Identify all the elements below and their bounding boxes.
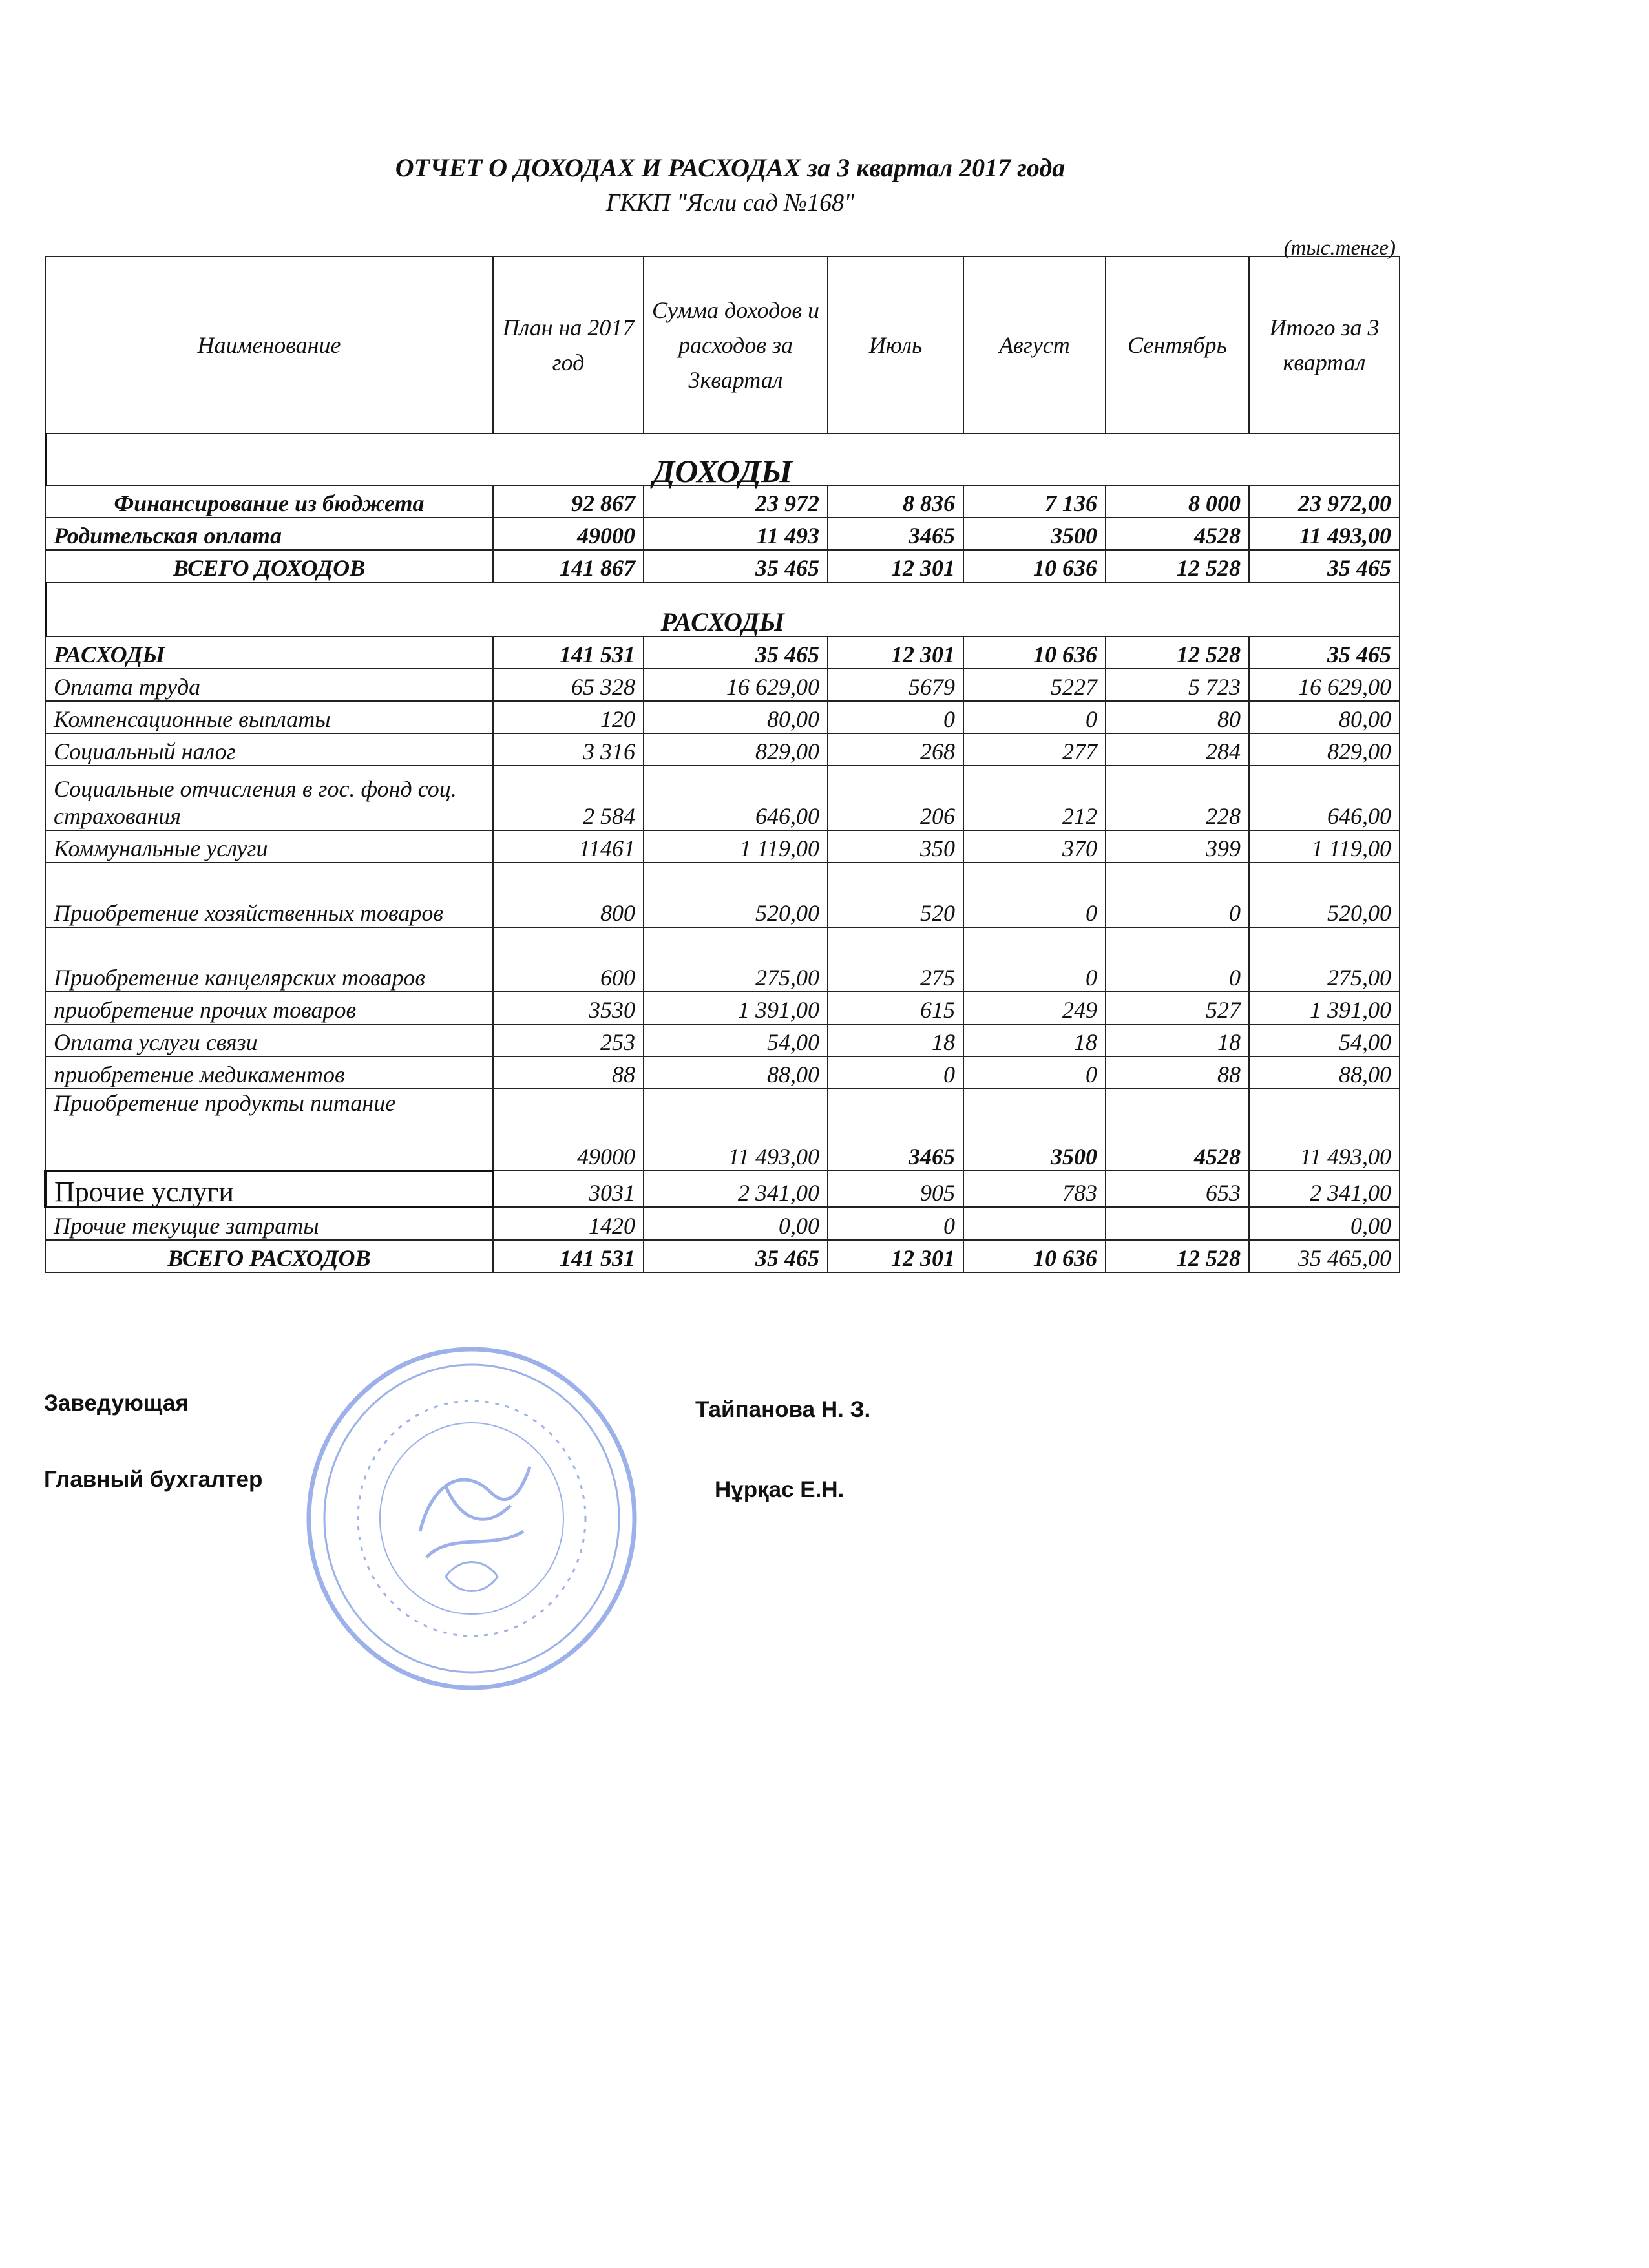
row-name: Приобретение продукты питание bbox=[45, 1089, 493, 1171]
cell-plan: 3530 bbox=[493, 992, 644, 1024]
income-section-title: ДОХОДЫ bbox=[45, 434, 1400, 485]
table-row bbox=[45, 830, 1400, 863]
cell-september: 4528 bbox=[1106, 518, 1249, 550]
cell-july: 905 bbox=[828, 1171, 963, 1207]
cell-august: 249 bbox=[963, 992, 1106, 1024]
header-august: Август bbox=[963, 257, 1106, 434]
table-row bbox=[45, 766, 1400, 830]
cell-august: 10 636 bbox=[963, 1240, 1106, 1272]
table-row bbox=[45, 1089, 1400, 1171]
cell-total: 54,00 bbox=[1249, 1024, 1400, 1056]
table-row bbox=[45, 863, 1400, 927]
cell-august: 370 bbox=[963, 830, 1106, 863]
cell-august: 0 bbox=[963, 863, 1106, 927]
cell-september: 12 528 bbox=[1106, 550, 1249, 582]
cell-sum: 80,00 bbox=[644, 701, 828, 733]
cell-july: 350 bbox=[828, 830, 963, 863]
table-row bbox=[45, 992, 1400, 1024]
table-row bbox=[45, 1171, 1400, 1207]
cell-july: 3465 bbox=[828, 518, 963, 550]
cell-plan: 800 bbox=[493, 863, 644, 927]
cell-plan: 3 316 bbox=[493, 733, 644, 766]
table-header-row bbox=[45, 257, 1400, 434]
row-name: Приобретение канцелярских товаров bbox=[45, 927, 493, 992]
cell-total: 646,00 bbox=[1249, 766, 1400, 830]
cell-july: 3465 bbox=[828, 1089, 963, 1171]
cell-sum: 54,00 bbox=[644, 1024, 828, 1056]
cell-total: 520,00 bbox=[1249, 863, 1400, 927]
cell-total: 35 465 bbox=[1249, 636, 1400, 669]
cell-september: 8 000 bbox=[1106, 485, 1249, 518]
director-name: Тайпанова Н. З. bbox=[695, 1397, 871, 1422]
cell-july: 615 bbox=[828, 992, 963, 1024]
cell-july: 0 bbox=[828, 701, 963, 733]
cell-sum: 1 119,00 bbox=[644, 830, 828, 863]
cell-total: 1 391,00 bbox=[1249, 992, 1400, 1024]
cell-september: 653 bbox=[1106, 1171, 1249, 1207]
cell-sum: 1 391,00 bbox=[644, 992, 828, 1024]
cell-total: 0,00 bbox=[1249, 1207, 1400, 1240]
cell-august bbox=[963, 1207, 1106, 1240]
row-name: Социальный налог bbox=[45, 733, 493, 766]
cell-plan: 3031 bbox=[493, 1171, 644, 1207]
cell-total: 88,00 bbox=[1249, 1056, 1400, 1089]
cell-september: 4528 bbox=[1106, 1089, 1249, 1171]
section-row bbox=[45, 582, 1400, 636]
cell-july: 12 301 bbox=[828, 636, 963, 669]
header-name: Наименование bbox=[45, 257, 493, 434]
cell-total: 11 493,00 bbox=[1249, 1089, 1400, 1171]
header-july: Июль bbox=[828, 257, 963, 434]
row-name: Компенсационные выплаты bbox=[45, 701, 493, 733]
cell-sum: 275,00 bbox=[644, 927, 828, 992]
cell-plan: 88 bbox=[493, 1056, 644, 1089]
cell-sum: 35 465 bbox=[644, 636, 828, 669]
cell-sum: 829,00 bbox=[644, 733, 828, 766]
cell-july: 12 301 bbox=[828, 1240, 963, 1272]
cell-plan: 49000 bbox=[493, 1089, 644, 1171]
table-row bbox=[45, 733, 1400, 766]
cell-plan: 141 867 bbox=[493, 550, 644, 582]
cell-august: 7 136 bbox=[963, 485, 1106, 518]
cell-sum: 0,00 bbox=[644, 1207, 828, 1240]
cell-july: 18 bbox=[828, 1024, 963, 1056]
cell-august: 5227 bbox=[963, 669, 1106, 701]
cell-august: 10 636 bbox=[963, 636, 1106, 669]
table-row bbox=[45, 1207, 1400, 1240]
table-row bbox=[45, 1240, 1400, 1272]
cell-september: 5 723 bbox=[1106, 669, 1249, 701]
cell-total: 80,00 bbox=[1249, 701, 1400, 733]
cell-sum: 35 465 bbox=[644, 1240, 828, 1272]
row-name: Прочие текущие затраты bbox=[45, 1207, 493, 1240]
cell-plan: 141 531 bbox=[493, 1240, 644, 1272]
row-name: Финансирование из бюджета bbox=[45, 485, 493, 518]
cell-july: 206 bbox=[828, 766, 963, 830]
accountant-title: Главный бухгалтер bbox=[44, 1467, 263, 1492]
table-row bbox=[45, 1056, 1400, 1089]
cell-total: 2 341,00 bbox=[1249, 1171, 1400, 1207]
stamp-emblem bbox=[446, 1562, 498, 1591]
cell-sum: 88,00 bbox=[644, 1056, 828, 1089]
cell-july: 0 bbox=[828, 1207, 963, 1240]
cell-sum: 646,00 bbox=[644, 766, 828, 830]
cell-july: 275 bbox=[828, 927, 963, 992]
table-row bbox=[45, 701, 1400, 733]
cell-august: 18 bbox=[963, 1024, 1106, 1056]
cell-september: 284 bbox=[1106, 733, 1249, 766]
cell-august: 212 bbox=[963, 766, 1106, 830]
cell-sum: 11 493 bbox=[644, 518, 828, 550]
cell-plan: 65 328 bbox=[493, 669, 644, 701]
row-name: Социальные отчисления в гос. фонд соц. страхования bbox=[45, 766, 493, 830]
cell-sum: 35 465 bbox=[644, 550, 828, 582]
income-expense-table bbox=[44, 256, 1400, 1273]
cell-august: 3500 bbox=[963, 518, 1106, 550]
cell-total: 1 119,00 bbox=[1249, 830, 1400, 863]
cell-sum: 520,00 bbox=[644, 863, 828, 927]
row-name: Прочие услуги bbox=[45, 1171, 493, 1207]
signature-scribble bbox=[420, 1467, 530, 1557]
official-stamp bbox=[297, 1338, 646, 1699]
table-row bbox=[45, 485, 1400, 518]
header-quarter-total: Итого за 3 квартал bbox=[1249, 257, 1400, 434]
cell-september: 0 bbox=[1106, 927, 1249, 992]
cell-august: 277 bbox=[963, 733, 1106, 766]
director-title: Заведующая bbox=[44, 1391, 189, 1416]
units-label: (тыс.тенге) bbox=[1283, 236, 1396, 260]
cell-september: 399 bbox=[1106, 830, 1249, 863]
cell-july: 268 bbox=[828, 733, 963, 766]
section-row bbox=[45, 434, 1400, 485]
row-name: Оплата труда bbox=[45, 669, 493, 701]
header-sum: Сумма доходов и расходов за 3квартал bbox=[644, 257, 828, 434]
cell-sum: 16 629,00 bbox=[644, 669, 828, 701]
row-name: Оплата услуги связи bbox=[45, 1024, 493, 1056]
row-name: ВСЕГО РАСХОДОВ bbox=[45, 1240, 493, 1272]
row-name: ВСЕГО ДОХОДОВ bbox=[45, 550, 493, 582]
cell-july: 5679 bbox=[828, 669, 963, 701]
cell-september: 527 bbox=[1106, 992, 1249, 1024]
cell-plan: 1420 bbox=[493, 1207, 644, 1240]
cell-august: 0 bbox=[963, 1056, 1106, 1089]
cell-august: 0 bbox=[963, 927, 1106, 992]
cell-total: 35 465 bbox=[1249, 550, 1400, 582]
header-plan: План на 2017 год bbox=[493, 257, 644, 434]
row-name: приобретение прочих товаров bbox=[45, 992, 493, 1024]
table-row bbox=[45, 550, 1400, 582]
cell-september: 18 bbox=[1106, 1024, 1249, 1056]
table-row bbox=[45, 927, 1400, 992]
cell-september: 88 bbox=[1106, 1056, 1249, 1089]
cell-september: 0 bbox=[1106, 863, 1249, 927]
cell-total: 35 465,00 bbox=[1249, 1240, 1400, 1272]
cell-july: 12 301 bbox=[828, 550, 963, 582]
cell-sum: 11 493,00 bbox=[644, 1089, 828, 1171]
table-row bbox=[45, 669, 1400, 701]
cell-plan: 120 bbox=[493, 701, 644, 733]
header-september: Сентябрь bbox=[1106, 257, 1249, 434]
table-row bbox=[45, 1024, 1400, 1056]
cell-plan: 141 531 bbox=[493, 636, 644, 669]
report-title: ОТЧЕТ О ДОХОДАХ И РАСХОДАХ за 3 квартал 2017 года bbox=[395, 153, 1066, 182]
row-name: РАСХОДЫ bbox=[45, 636, 493, 669]
row-name: приобретение медикаментов bbox=[45, 1056, 493, 1089]
cell-september: 80 bbox=[1106, 701, 1249, 733]
cell-plan: 11461 bbox=[493, 830, 644, 863]
table-row bbox=[45, 518, 1400, 550]
cell-september: 12 528 bbox=[1106, 636, 1249, 669]
accountant-name: Нұрқас Е.Н. bbox=[715, 1477, 845, 1502]
cell-sum: 2 341,00 bbox=[644, 1171, 828, 1207]
cell-august: 783 bbox=[963, 1171, 1106, 1207]
cell-september: 228 bbox=[1106, 766, 1249, 830]
table-row bbox=[45, 636, 1400, 669]
expense-section-title: РАСХОДЫ bbox=[45, 582, 1400, 636]
cell-july: 0 bbox=[828, 1056, 963, 1089]
cell-july: 520 bbox=[828, 863, 963, 927]
cell-total: 275,00 bbox=[1249, 927, 1400, 992]
cell-plan: 253 bbox=[493, 1024, 644, 1056]
cell-august: 0 bbox=[963, 701, 1106, 733]
cell-september bbox=[1106, 1207, 1249, 1240]
cell-plan: 600 bbox=[493, 927, 644, 992]
cell-plan: 2 584 bbox=[493, 766, 644, 830]
cell-plan: 49000 bbox=[493, 518, 644, 550]
report-subtitle: ГККП "Ясли сад №168" bbox=[605, 189, 855, 216]
cell-july: 8 836 bbox=[828, 485, 963, 518]
row-name: Коммунальные услуги bbox=[45, 830, 493, 863]
row-name: Приобретение хозяйственных товаров bbox=[45, 863, 493, 927]
row-name: Родительская оплата bbox=[45, 518, 493, 550]
cell-sum: 23 972 bbox=[644, 485, 828, 518]
cell-august: 3500 bbox=[963, 1089, 1106, 1171]
cell-august: 10 636 bbox=[963, 550, 1106, 582]
cell-total: 829,00 bbox=[1249, 733, 1400, 766]
cell-total: 23 972,00 bbox=[1249, 485, 1400, 518]
cell-total: 11 493,00 bbox=[1249, 518, 1400, 550]
cell-plan: 92 867 bbox=[493, 485, 644, 518]
cell-total: 16 629,00 bbox=[1249, 669, 1400, 701]
cell-september: 12 528 bbox=[1106, 1240, 1249, 1272]
